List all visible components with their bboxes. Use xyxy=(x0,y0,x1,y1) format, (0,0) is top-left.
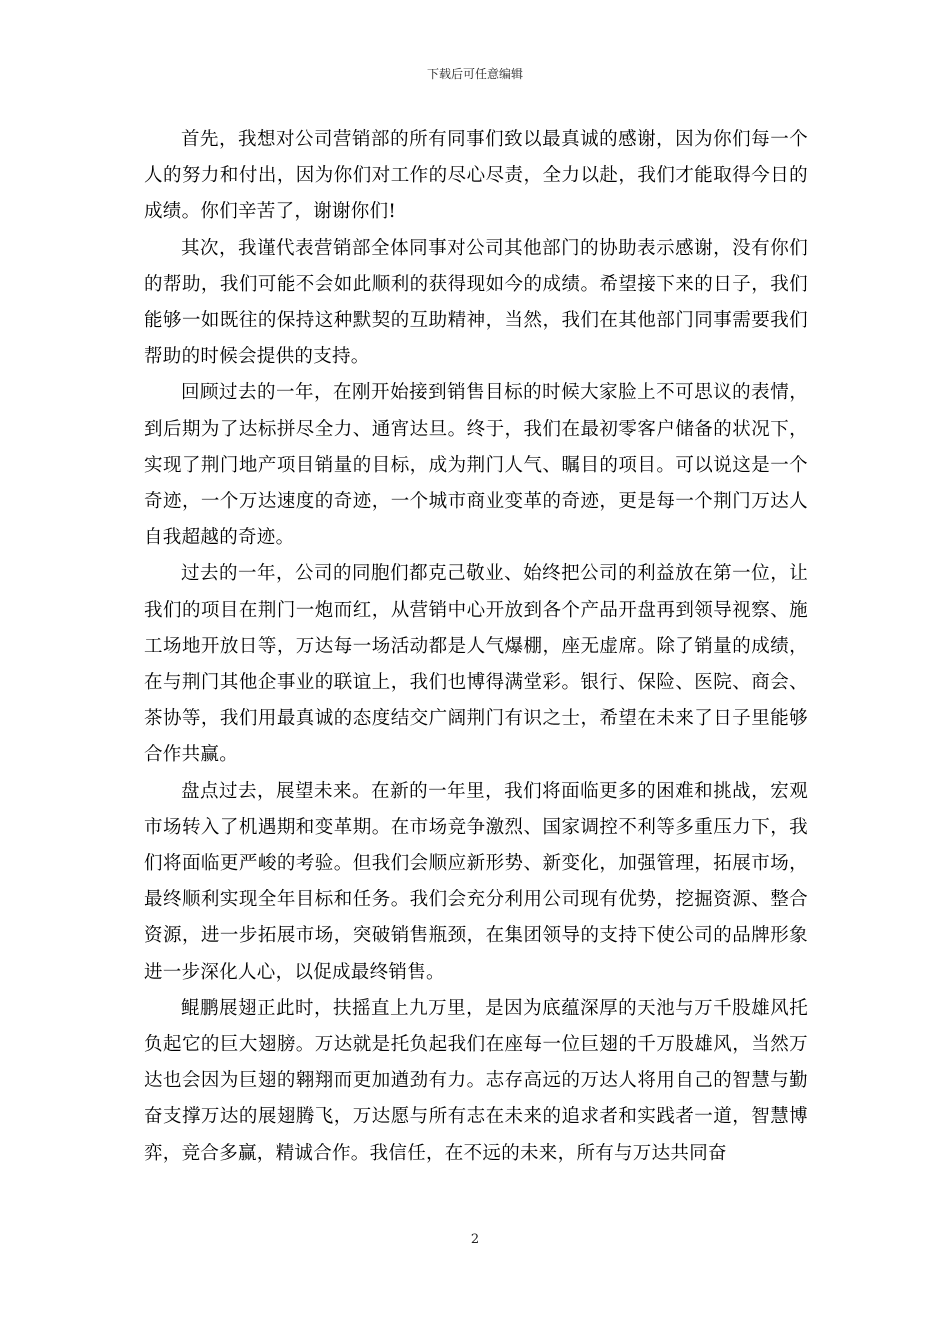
paragraph-closing: 鲲鹏展翅正此时，扶摇直上九万里，是因为底蕴深厚的天池与万千股雄风托负起它的巨大翅膀。万达就是托负起我们在座每一位巨翅的千万股雄风，当然万达也会因为巨翅的翱翔而更加遒劲有力。志存高远的万达人将用自己的智慧与勤奋支撑万达的展翅腾飞，万达愿与所有志在未来的追求者和实践者一道，智慧博弈，竞合多赢，精诚合作。我信任，在不远的未来，所有与万达共同奋 xyxy=(144,997,808,1164)
paragraph-past-year: 过去的一年，公司的同胞们都克己敬业、始终把公司的利益放在第一位，让我们的项目在荆门一炮而红，从营销中心开放到各个产品开盘再到领导视察、施工场地开放日等，万达每一场活动都是人气爆棚，座无虚席。除了销量的成绩，在与荆门其他企事业的联谊上，我们也博得满堂彩。银行、保险、医院、商会、茶协等，我们用最真诚的态度结交广阔荆门有识之士，希望在未来了日子里能够合作共赢。 xyxy=(144,563,808,766)
document-body xyxy=(144,122,808,1172)
paragraph-thanks-departments: 其次，我谨代表营销部全体同事对公司其他部门的协助表示感谢，没有你们的帮助，我们可能不会如此顺利的获得现如今的成绩。希望接下来的日子，我们能够一如既往的保持这种默契的互助精神，当然，我们在其他部门同事需要我们帮助的时候会提供的支持。 xyxy=(144,237,808,368)
page-number: 2 xyxy=(470,1232,480,1247)
page-header: 下载后可任意编辑 xyxy=(426,67,523,81)
paragraph-thanks-marketing: 首先，我想对公司营销部的所有同事们致以最真诚的感谢，因为你们每一个人的努力和付出，因为你们对工作的尽心尽责，全力以赴，我们才能取得今日的成绩。你们辛苦了，谢谢你们! xyxy=(144,129,808,223)
paragraph-outlook: 盘点过去，展望未来。在新的一年里，我们将面临更多的困难和挑战，宏观市场转入了机遇期和变革期。在市场竞争激烈、国家调控不利等多重压力下，我们将面临更严峻的考验。但我们会顺应新形势、新变化，加强管理，拓展市场，最终顺利实现全年目标和任务。我们会充分利用公司现有优势，挖掘资源、整合资源，进一步拓展市场，突破销售瓶颈，在集团领导的支持下使公司的品牌形象进一步深化人心，以促成最终销售。 xyxy=(144,780,808,983)
paragraph-review-year: 回顾过去的一年，在刚开始接到销售目标的时候大家脸上不可思议的表情，到后期为了达标拼尽全力、通宵达旦。终于，我们在最初零客户储备的状况下，实现了荆门地产项目销量的目标，成为荆门人气、瞩目的项目。可以说这是一个奇迹，一个万达速度的奇迹，一个城市商业变革的奇迹，更是每一个荆门万达人自我超越的奇迹。 xyxy=(144,382,808,549)
